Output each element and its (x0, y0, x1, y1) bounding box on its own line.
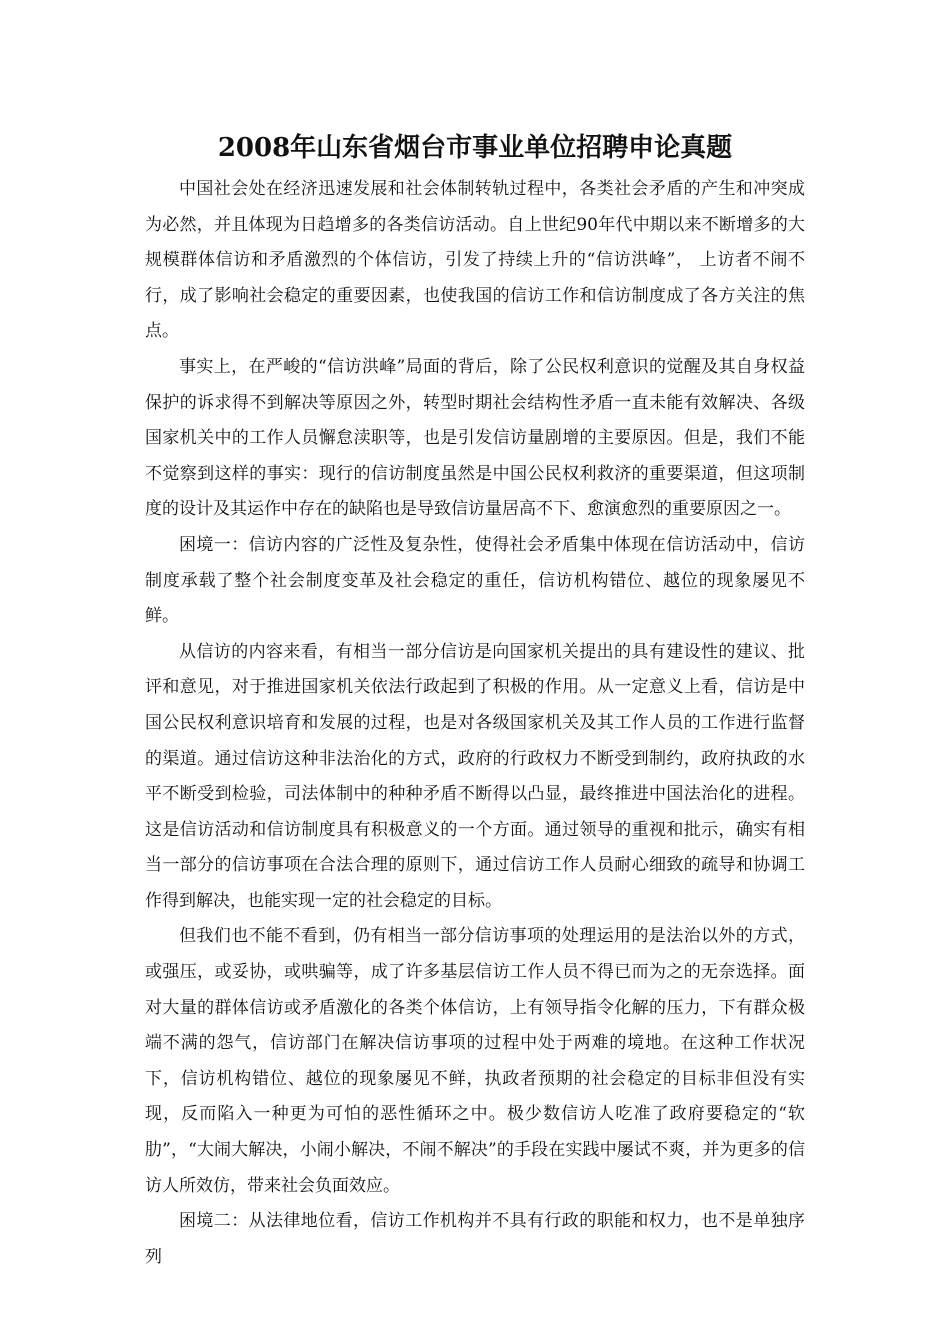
paragraph-intro: 中国社会处在经济迅速发展和社会体制转轨过程中，各类社会矛盾的产生和冲突成为必然，并且体现为日趋增多的各类信访活动。自上世纪90年代中期以来不断增多的大规模群体信访和矛盾激烈的个体信访，引发了持续上升的“信访洪峰”， 上访者不闹不行，成了影响社会稳定的重要因素，也使我国的信访工作和信访制度成了各方关注的焦点。 (145, 179, 805, 342)
paragraph-causes: 事实上，在严峻的“信访洪峰”局面的背后，除了公民权利意识的觉醒及其自身权益保护的诉求得不到解决等原因之外，转型时期社会结构性矛盾一直未能有效解决、各级国家机关中的工作人员懈怠渎职等，也是引发信访量剧增的主要原因。但是，我们不能不觉察到这样的事实：现行的信访制度虽然是中国公民权利救济的重要渠道，但这项制度的设计及其运作中存在的缺陷也是导致信访量居高不下、愈演愈烈的重要原因之一。 (145, 356, 805, 520)
paragraph-content-analysis: 从信访的内容来看，有相当一部分信访是向国家机关提出的具有建设性的建议、批评和意见，对于推进国家机关依法行政起到了积极的作用。从一定意义上看，信访是中国公民权利意识培育和发展的过程，也是对各级国家机关及其工作人员的工作进行监督的渠道。通过信访这种非法治化的方式，政府的行政权力不断受到制约，政府执政的水平不断受到检验，司法体制中的种种矛盾不断得以凸显，最终推进中国法治化的进程。这是信访活动和信访制度具有积极意义的一个方面。通过领导的重视和批示，确实有相当一部分的信访事项在合法合理的原则下，通过信访工作人员耐心细致的疏导和协调工作得到解决，也能实现一定的社会稳定的目标。 (145, 641, 805, 911)
paragraph-negative-effects: 但我们也不能不看到，仍有相当一部分信访事项的处理运用的是法治以外的方式，或强压，或妥协，或哄骗等，成了许多基层信访工作人员不得已而为之的无奈选择。面对大量的群体信访或矛盾激化的各类个体信访，上有领导指令化解的压力，下有群众极端不满的怨气，信访部门在解决信访事项的过程中处于两难的境地。在这种工作状况下，信访机构错位、越位的现象屡见不鲜，执政者预期的社会稳定的目标非但没有实现，反而陷入一种更为可怕的恶性循环之中。极少数信访人吃准了政府要稳定的“软肋”，“大闹大解决，小闹小解决，不闹不解决”的手段在实践中屡试不爽，并为更多的信访人所效仿，带来社会负面效应。 (145, 926, 805, 1196)
document-body (145, 172, 805, 1275)
paragraph-dilemma-two: 困境二：从法律地位看，信访工作机构并不具有行政的职能和权力，也不是单独序列 (145, 1211, 805, 1267)
paragraph-dilemma-one: 困境一：信访内容的广泛性及复杂性，使得社会矛盾集中体现在信访活动中，信访制度承载了整个社会制度变革及社会稳定的重任，信访机构错位、越位的现象屡见不鲜。 (145, 534, 805, 627)
document-title: 2008年山东省烟台市事业单位招聘申论真题 (217, 133, 733, 163)
